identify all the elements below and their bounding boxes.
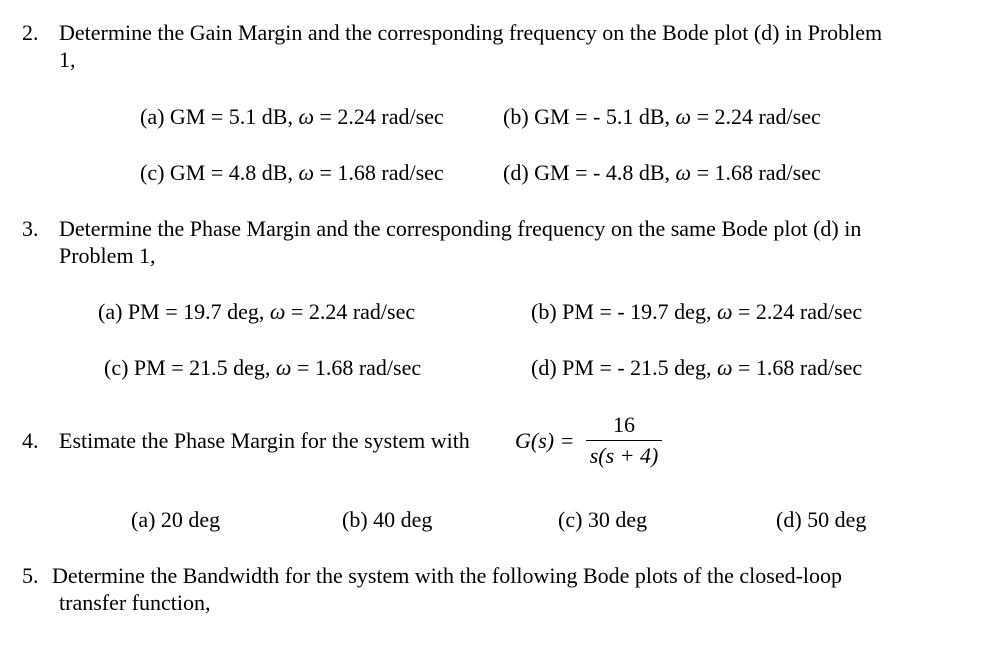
- option-value: = 1.68 rad/sec: [696, 160, 821, 185]
- omega-symbol: ω: [298, 160, 314, 185]
- option-value: = 1.68 rad/sec: [319, 160, 444, 185]
- option-d: (d) 50 deg: [776, 507, 867, 532]
- option-value: = 2.24 rad/sec: [696, 104, 821, 129]
- option-label: (d) GM = - 4.8 dB,: [503, 160, 671, 185]
- option-b: [531, 299, 862, 325]
- option-value: = 2.24 rad/sec: [319, 104, 444, 129]
- question-text-line-1: Determine the Phase Margin and the corresponding frequency on the same Bode plot (d) in: [59, 216, 862, 241]
- question-text-line-2: 1,: [59, 47, 76, 72]
- option-label: (c) PM = 21.5 deg,: [104, 355, 271, 380]
- option-d: [503, 160, 821, 186]
- question-text-line-2: transfer function,: [59, 590, 211, 615]
- omega-symbol: ω: [269, 299, 286, 324]
- transfer-function-label: G(s) =: [515, 428, 575, 453]
- fraction-denominator: s(s + 4): [589, 443, 659, 468]
- option-label: (a) PM = 19.7 deg,: [98, 299, 265, 324]
- fraction-numerator: 16: [613, 412, 635, 437]
- option-label: (a) GM = 5.1 dB,: [140, 104, 293, 129]
- fraction-bar: [586, 440, 662, 441]
- transfer-function-fraction: [586, 412, 662, 469]
- omega-symbol: ω: [675, 160, 692, 185]
- option-a: [98, 299, 415, 325]
- option-a: (a) 20 deg: [131, 507, 221, 532]
- omega-symbol: ω: [716, 355, 733, 380]
- omega-symbol: ω: [298, 104, 314, 129]
- option-d: [531, 355, 862, 381]
- option-value: = 1.68 rad/sec: [738, 355, 863, 380]
- option-a: [140, 104, 444, 130]
- omega-symbol: ω: [716, 299, 733, 324]
- question-number: 2.: [22, 20, 39, 45]
- question-text: Estimate the Phase Margin for the system with: [59, 428, 470, 453]
- question-text-line-1: Determine the Bandwidth for the system with the following Bode plots of the closed-loop: [52, 563, 843, 588]
- question-text-line-2: Problem 1,: [59, 243, 156, 268]
- question-text-line-1: Determine the Gain Margin and the corresponding frequency on the Bode plot (d) in Problem: [59, 20, 883, 45]
- omega-symbol: ω: [275, 355, 292, 380]
- option-label: (b) PM = - 19.7 deg,: [531, 299, 712, 324]
- option-c: (c) 30 deg: [558, 507, 648, 532]
- question-number: 3.: [22, 216, 39, 241]
- option-label: (b) GM = - 5.1 dB,: [503, 104, 671, 129]
- question-number: 4.: [22, 428, 39, 453]
- question-number: 5.: [22, 563, 39, 588]
- option-c: [140, 160, 444, 186]
- option-value: = 2.24 rad/sec: [738, 299, 863, 324]
- omega-symbol: ω: [675, 104, 692, 129]
- option-c: [104, 355, 421, 381]
- option-label: (c) GM = 4.8 dB,: [140, 160, 293, 185]
- option-label: (d) PM = - 21.5 deg,: [531, 355, 712, 380]
- option-value: = 1.68 rad/sec: [296, 355, 422, 380]
- option-b: (b) 40 deg: [342, 507, 433, 532]
- option-value: = 2.24 rad/sec: [290, 299, 416, 324]
- option-b: [503, 104, 821, 130]
